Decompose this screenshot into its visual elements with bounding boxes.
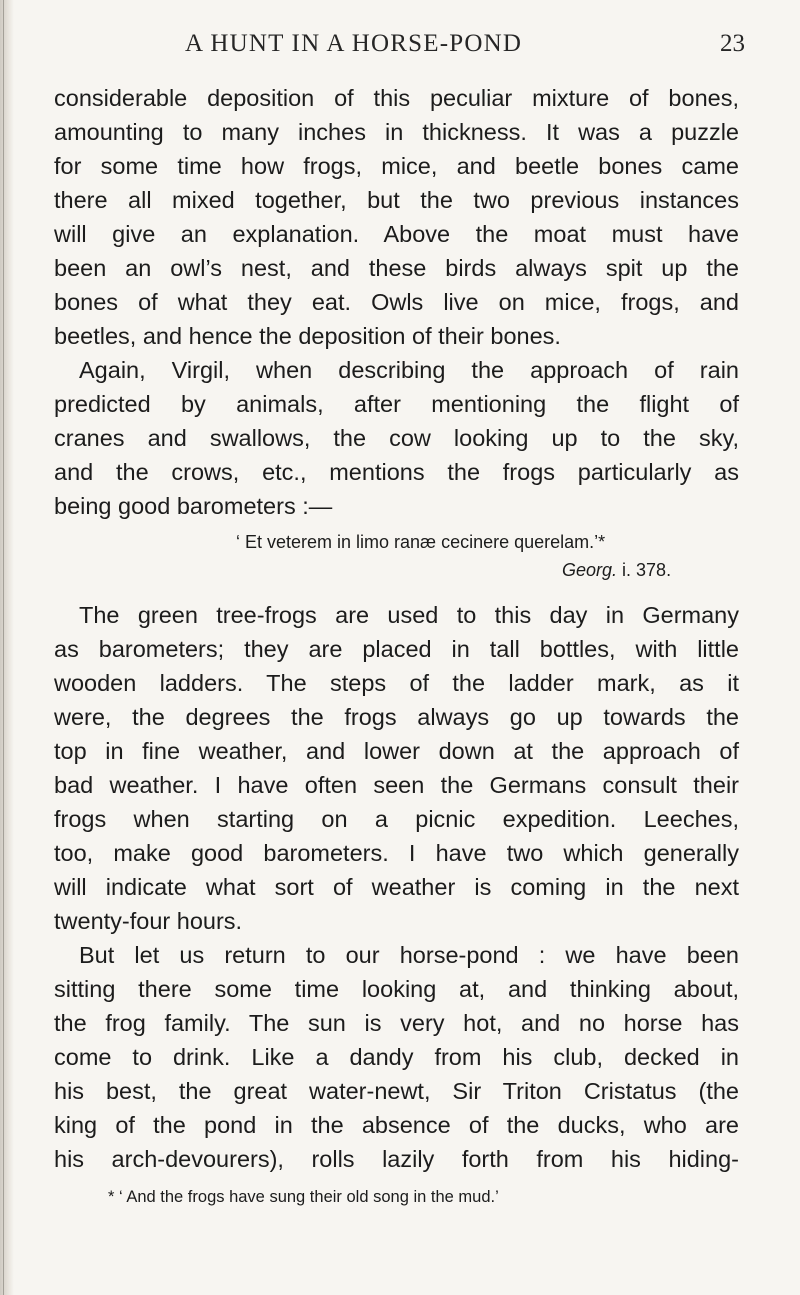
text-line: the frog family. The sun is very hot, and no horse has [54,1010,739,1036]
text-line: amounting to many inches in thickness. It was a puzzle [54,119,739,145]
text-line: will give an explanation. Above the moat must have [54,221,739,247]
text-line: twenty-four hours. [54,908,243,934]
text-line: sitting there some time looking at, and thinking about, [54,976,739,1002]
text-line: come to drink. Like a dandy from his club, decked in [54,1044,739,1070]
page-edge-line [3,0,4,1295]
quotation-source-ref: i. 378. [617,560,672,580]
text-line: predicted by animals, after mentioning the flight of [54,391,739,417]
text-line: will indicate what sort of weather is coming in the next [54,874,739,900]
text-line: been an owl’s nest, and these birds always spit up the [54,255,739,281]
text-line: there all mixed together, but the two previous instances [54,187,739,213]
text-line: But let us return to our horse-pond : we have been [79,942,739,968]
text-line: his best, the great water-newt, Sir Triton Cristatus (the [54,1078,739,1104]
text-line: his arch-devourers), rolls lazily forth from his hiding- [54,1146,739,1172]
text-line: as barometers; they are placed in tall bottles, with little [54,636,739,662]
text-line: were, the degrees the frogs always go up towards the [54,704,739,730]
text-line: wooden ladders. The steps of the ladder mark, as it [54,670,739,696]
running-head [185,26,745,66]
footnote: * ‘ And the frogs have sung their old song in the mud.’ [108,1188,499,1206]
text-line: cranes and swallows, the cow looking up to the sky, [54,425,739,451]
text-line: for some time how frogs, mice, and beetle bones came [54,153,739,179]
text-line: Again, Virgil, when describing the approach of rain [79,357,739,383]
text-line: and the crows, etc., mentions the frogs particularly as [54,459,739,485]
quotation-source [562,557,671,583]
page-number: 23 [720,30,745,57]
text-line: top in fine weather, and lower down at the approach of [54,738,739,764]
text-line: considerable deposition of this peculiar mixture of bones, [54,85,739,111]
running-head-title: A HUNT IN A HORSE-POND [185,30,523,57]
text-line: bad weather. I have often seen the Germans consult their [54,772,739,798]
text-line: The green tree-frogs are used to this day in Germany [79,602,739,628]
latin-quotation: ‘ Et veterem in limo ranæ cecinere querelam.’* [236,532,606,552]
text-line: being good barometers :— [54,493,333,519]
text-line: beetles, and hence the deposition of their bones. [54,323,561,349]
text-line: king of the pond in the absence of the ducks, who are [54,1112,739,1138]
text-line: too, make good barometers. I have two which generally [54,840,739,866]
text-line: frogs when starting on a picnic expedition. Leeches, [54,806,739,832]
text-line: bones of what they eat. Owls live on mice, frogs, and [54,289,739,315]
quotation-source-work: Georg. [562,560,618,580]
